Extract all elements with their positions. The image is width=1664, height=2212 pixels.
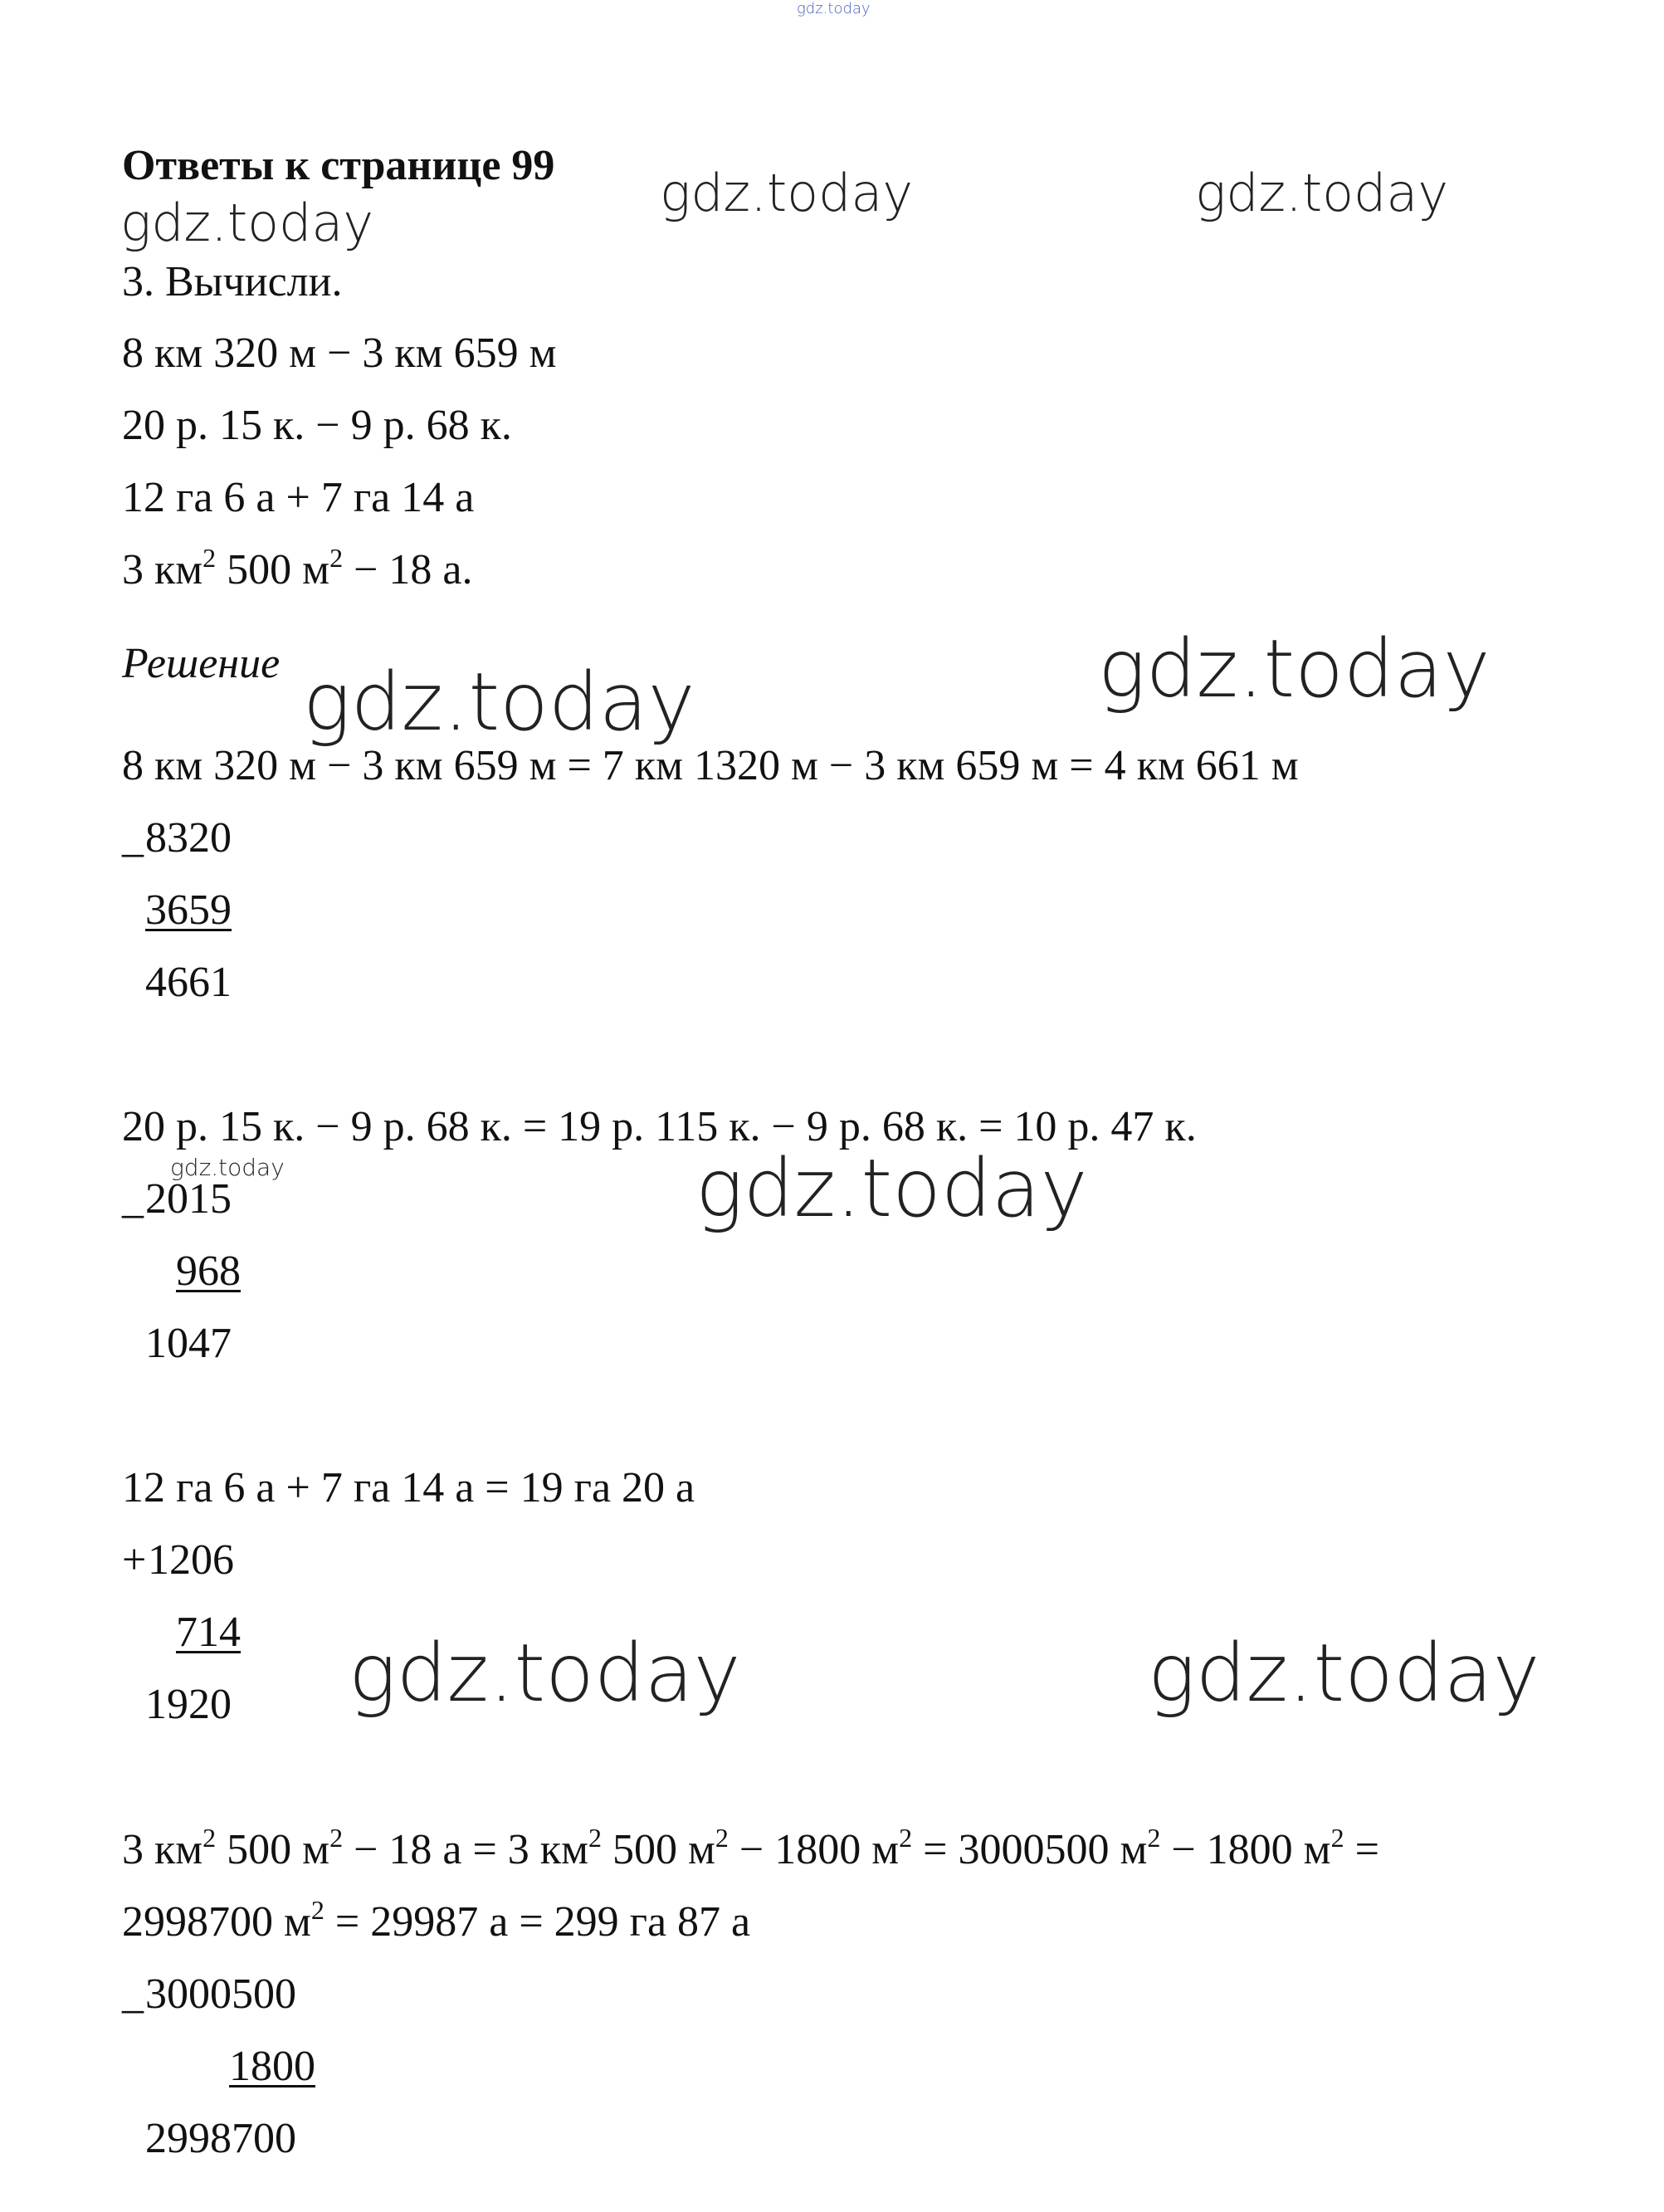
page-title: Ответы к странице 99 [122,142,555,189]
superscript: 2 [310,1895,325,1925]
watermark-top: gdz.today [797,0,871,17]
solution-4-line-2 [122,1897,750,1947]
watermark: gdz.today [120,193,374,253]
column-result: 1920 [145,1681,232,1728]
superscript: 2 [899,1823,913,1853]
solution-4-part: 500 м [216,1826,330,1873]
watermark: gdz.today [170,1154,285,1181]
solution-2-line: 20 р. 15 к. − 9 р. 68 к. = 19 р. 115 к. − 9 р. 68 к. = 10 р. 47 к. [122,1103,1197,1150]
superscript: 2 [1330,1823,1344,1853]
problem-4-part: − 18 а. [343,546,473,593]
solution-3-line: 12 га 6 а + 7 га 14 а = 19 га 20 а [122,1464,695,1511]
column-result: 2998700 [145,2115,296,2162]
watermark: gdz.today [695,1142,1088,1235]
solution-4-part: − 1800 м [1160,1826,1331,1873]
task-heading: 3. Вычисли. [122,258,343,305]
column-result: 4661 [145,959,232,1006]
solution-4-part: − 18 а = 3 км [343,1826,588,1873]
watermark: gdz.today [349,1627,741,1720]
watermark: gdz.today [1098,623,1491,715]
problem-4-part: 3 км [122,546,203,593]
column-operator: _ [122,814,144,862]
problem-2: 20 р. 15 к. − 9 р. 68 к. [122,402,512,449]
superscript: 2 [329,1823,344,1853]
solution-4-part: = [1344,1826,1379,1873]
column-top: 2015 [145,1175,232,1223]
column-bottom [145,2042,315,2092]
superscript: 2 [715,1823,729,1853]
solution-4-line-1 [122,1825,1379,1875]
solution-4-part: 2998700 м [122,1898,311,1946]
superscript: 2 [1147,1823,1161,1853]
solution-4-part: = 29987 а = 299 га 87 а [324,1898,751,1946]
column-bottom-value: 714 [176,1609,241,1656]
column-result: 1047 [145,1320,232,1367]
column-top: 1206 [148,1536,234,1584]
column-bottom-value: 1800 [229,2043,315,2090]
watermark: gdz.today [660,163,914,223]
superscript: 2 [203,1823,217,1853]
column-bottom: 3659 [145,886,232,934]
watermark: gdz.today [1195,163,1449,223]
column-operator: _ [122,1175,144,1223]
solution-4-part: = 3000500 м [912,1826,1148,1873]
solution-label: Решение [122,640,281,687]
superscript: 2 [203,543,217,573]
column-operator: _ [122,1970,144,2018]
column-top: 8320 [145,814,232,862]
watermark: gdz.today [1148,1627,1540,1720]
solution-4-part: 3 км [122,1826,203,1873]
column-operator: + [122,1536,147,1584]
solution-4-part: − 1800 м [728,1826,900,1873]
column-bottom [145,1608,241,1658]
problem-4 [122,545,472,595]
column-top: 3000500 [145,1970,296,2018]
superscript: 2 [329,543,344,573]
problem-4-part: 500 м [216,546,330,593]
problem-1: 8 км 320 м − 3 км 659 м [122,330,557,377]
watermark: gdz.today [303,656,695,749]
superscript: 2 [588,1823,602,1853]
column-bottom [145,1247,241,1296]
column-bottom-value: 968 [176,1248,241,1295]
solution-1-line: 8 км 320 м − 3 км 659 м = 7 км 1320 м − 3 км 659 м = 4 км 661 м [122,742,1299,789]
solution-4-part: 500 м [601,1826,715,1873]
problem-3: 12 га 6 а + 7 га 14 а [122,474,475,521]
